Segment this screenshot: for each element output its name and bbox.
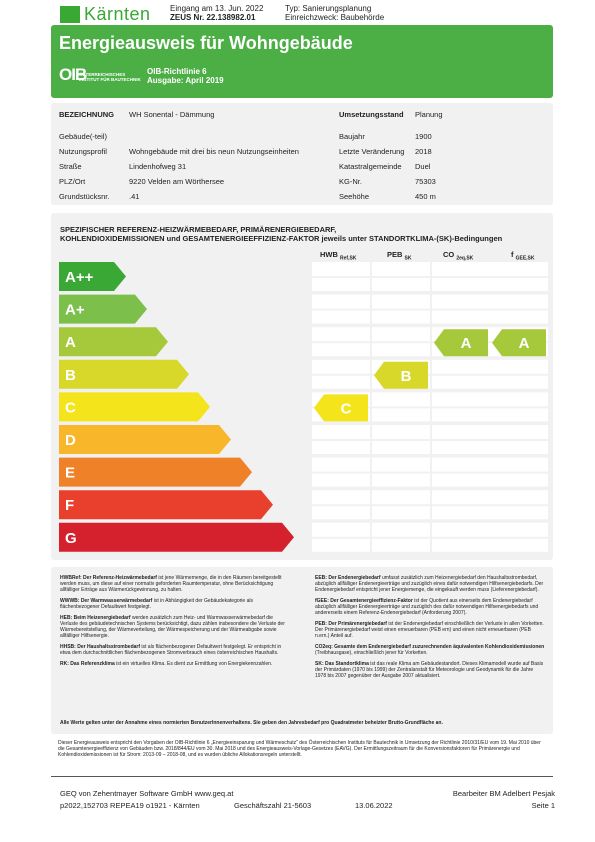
column-header-hwb: HWB $_{Ref,SK}$ [320, 250, 357, 262]
grid-cell [312, 295, 370, 309]
grid-cell [312, 474, 370, 487]
grid-cell [372, 278, 430, 291]
definition-paragraph: HHSB: Der Haushaltsstrombedarf ist als flächenbezogener Defaultwert festgelegt. Er entspricht in etwa dem durchschnittlichen flächenbezogenen Stromverbrauch eines österreichischen Haushalts. [60, 644, 282, 656]
class-label: B [65, 366, 76, 384]
field-label: Katastralgemeinde [339, 162, 402, 171]
case-number: Geschäftszahl 21-5603 [234, 801, 312, 810]
field-label: Grundstücksnr. [59, 192, 110, 201]
field-label: Nutzungsprofil [59, 147, 107, 156]
grid-cell [432, 539, 490, 552]
field-value: Planung [415, 110, 443, 119]
grid-cell [312, 262, 370, 276]
page-title: Energieausweis für Wohngebäude [59, 33, 353, 53]
grid-cell [490, 425, 548, 439]
grid-cell [312, 506, 370, 519]
grid-cell [432, 392, 490, 406]
field-value: Duel [415, 162, 431, 171]
definition-paragraph: HWBRef: Der Referenz-Heizwärmebedarf ist jene Wärmemenge, die in den Räumen bereitgestellt werden muss, um diese auf einer normativ geforderten Raumtemperatur, ohne Berücksichtigung allfälliger Erträge aus Wärmerückgewinnung, zu halten. [60, 575, 282, 593]
grid-cell [432, 311, 490, 324]
oib-logo-caption: ÖSTERREICHISCHES INSTITUT FÜR BAUTECHNIK [79, 72, 141, 82]
grid-cell [312, 425, 370, 439]
grid-cell [490, 278, 548, 291]
grid-cell [490, 376, 548, 389]
grid-cell [490, 523, 548, 537]
column-header-co: CO $_{2eq,SK}$ [443, 250, 474, 262]
software-credit: GEQ von Zehentmayer Software GmbH www.geq.at [60, 789, 234, 798]
field-value: 1900 [415, 132, 432, 141]
field-label: PLZ/Ort [59, 177, 86, 186]
class-bar-f [59, 490, 273, 519]
definitions-right [315, 575, 545, 684]
class-bar-c [59, 392, 210, 421]
oib-logo: OIB [59, 65, 87, 84]
field-value: Wohngebäude mit drei bis neun Nutzungseinheiten [129, 147, 299, 156]
class-bar-b [59, 360, 189, 389]
grid-cell [432, 408, 490, 421]
rating-label: A [518, 335, 530, 353]
definition-paragraph: SK: Das Standortklima ist das reale Klima am Gebäudestandort. Dieses Klimamodell wurde auf Basis der Primärdaten (1970 bis 1999) der Zentralanstalt für Meteorologie und Geodynamik für die Jahre 1978 bis 2007 gegenüber der Ausgabe 2007 aktualisiert. [315, 661, 544, 679]
definition-paragraph: CO2eq: Gesamte dem Endenergiebedarf zuzurechnenden äquivalenten Kohlendioxidemissionen (Treibhausgase), einschließlich jener für Vorketten. [315, 644, 545, 656]
class-bar-d [59, 425, 231, 454]
brand-name: Kärnten [84, 4, 151, 24]
class-bar-e [59, 458, 252, 487]
grid-cell [432, 295, 490, 309]
rating-label: B [400, 367, 412, 385]
grid-cell [432, 474, 490, 487]
grid-cell [432, 376, 490, 389]
rating-label: C [340, 400, 352, 418]
grid-cell [490, 360, 548, 374]
grid-cell [372, 295, 430, 309]
definition-paragraph: HEB: Beim Heizenergiebedarf werden zusätzlich zum Heiz- und Warmwasserwärmebedarf die Verluste des gebäudetechnischen Systems berücksichtigt, dazu zählen insbesondere die Verluste der Wärmebereitstellung, der Wärmeverteilung, der Wärmespeicherung und der Wärmeabgabe sowie allfälliger Hilfsenergie. [60, 615, 285, 639]
grid-cell [432, 278, 490, 291]
grid-cell [372, 392, 430, 406]
field-value: WH Sonental - Dämmung [129, 110, 215, 119]
grid-cell [490, 506, 548, 519]
assumption-note: Alle Werte gelten unter der Annahme eines normierten BenutzerInnenverhaltens. Sie geben den Jahresbedarf pro Quadratmeter beheizter Brutto-Grundfläche an. [60, 720, 443, 726]
grid-cell [432, 506, 490, 519]
field-label: Seehöhe [339, 192, 370, 201]
class-label: A++ [65, 269, 94, 286]
certificate-type: Typ: Sanierungsplanung [285, 4, 372, 13]
definition-paragraph: PEB: Der Primärenergiebedarf ist der Endenergiebedarf einschließlich der Verluste in allen Vorketten. Der Primärenergiebedarf weist einen erneuerbaren (PEB ern) und einen nicht erneuerbaren (PEB n.ern.) Anteil auf. [315, 621, 544, 639]
column-header-f: f $_{GEE,SK}$ [511, 250, 535, 262]
grid-cell [490, 539, 548, 552]
class-label: E [65, 464, 76, 482]
grid-cell [312, 343, 370, 356]
footer-divider [51, 776, 553, 777]
grid-cell [312, 327, 370, 341]
submission-purpose: Einreichzweck: Baubehörde [285, 13, 385, 22]
grid-cell [490, 295, 548, 309]
grid-cell [432, 360, 490, 374]
field-label: Gebäude(-teil) [59, 132, 107, 141]
grid-cell [490, 474, 548, 487]
grid-cell [490, 392, 548, 406]
field-label: Straße [59, 162, 82, 171]
definitions-left [60, 575, 290, 672]
definition-paragraph: WWWB: Der Warmwasserwärmebedarf ist in Abhängigkeit der Gebäudekategorie als flächenbezogener Defaultwert festgelegt. [60, 598, 253, 610]
field-label: BEZEICHNUNG [59, 110, 115, 119]
grid-cell [312, 523, 370, 537]
grid-cell [372, 474, 430, 487]
received-date: Eingang am 13. Jun. 2022 [170, 4, 264, 13]
page-number: Seite 1 [531, 801, 555, 810]
legal-text: Dieser Energieausweis entspricht den Vorgaben der OIB-Richtlinie 6 „Energieeinsparung und Wärmeschutz“ des Österreichischen Instituts für Bautechnik in Umsetzung der Richtlinie 2010/31/EU vom 19. Mai 2010 über die Gesamtenergieeffizienz von Gebäuden bzw. 2018/844/EU vom 30. Mai 2018 und des Energieausweis-Vorlage-Gesetzes (EAVG). Der Ermittlungszeitraum für die Konversionsfaktoren für Primärenergie und Kohlendioxidemissionen ist für Strom: 2013-09 – 2018-08, und es wurden übliche Allokationsregeln unterstellt. [58, 740, 541, 758]
rating-label: A [460, 335, 472, 353]
field-value: 450 m [415, 192, 436, 201]
grid-cell [372, 506, 430, 519]
field-value: 75303 [415, 177, 436, 186]
grid-cell [432, 523, 490, 537]
field-label: Baujahr [339, 132, 365, 141]
grid-cell [490, 458, 548, 472]
footer-date: 13.06.2022 [355, 801, 393, 810]
field-value: .41 [129, 192, 140, 201]
grid-cell [312, 278, 370, 291]
grid-cell [372, 441, 430, 454]
grid-cell [432, 262, 490, 276]
grid-cell [312, 458, 370, 472]
grid-cell [432, 458, 490, 472]
grid-cell [432, 441, 490, 454]
grid-cell [372, 490, 430, 504]
grid-cell [490, 408, 548, 421]
grid-cell [432, 490, 490, 504]
grid-cell [312, 441, 370, 454]
class-label: A [65, 334, 76, 352]
grid-cell [372, 343, 430, 356]
grid-cell [312, 539, 370, 552]
field-label: KG-Nr. [339, 177, 362, 186]
class-label: F [65, 497, 75, 515]
class-bar-g [59, 523, 294, 552]
grid-cell [372, 408, 430, 421]
definition-paragraph: RK: Das Referenzklima ist ein virtuelles Klima. Es dient zur Ermittlung von Energiekennzahlen. [60, 661, 273, 667]
grid-cell [372, 262, 430, 276]
grid-cell [372, 523, 430, 537]
grid-cell [372, 327, 430, 341]
grid-cell [372, 458, 430, 472]
grid-cell [372, 539, 430, 552]
grid-cell [312, 311, 370, 324]
grid-cell [490, 311, 548, 324]
field-value: Lindenhofweg 31 [129, 162, 187, 171]
guideline-info: OIB-Richtlinie 6 Ausgabe: April 2019 [147, 67, 224, 85]
chart-title: SPEZIFISCHER REFERENZ-HEIZWÄRMEBEDARF, PRIMÄRENERGIEBEDARF, KOHLENDIOXIDEMISSIONEN und GESAMTENERGIEEFFIZIENZ-FAKTOR jeweils unter STANDORTKLIMA-(SK)-Bedingungen [60, 225, 503, 243]
field-label: Letzte Veränderung [339, 147, 405, 156]
grid-cell [372, 311, 430, 324]
field-value: 9220 Velden am Wörthersee [129, 177, 225, 186]
definition-paragraph: EEB: Der Endenergiebedarf umfasst zusätzlich zum Heizenergiebedarf den Haushaltsstrombedarf, abzüglich allfälliger Endenergieerträge und zuzüglich eines dafür notwendigen Hilfsenergiebedarfs. Der Endenergiebedarf entspricht jener Energiemenge, die eingekauft werden muss (Lieferenergiebedarf). [315, 575, 544, 593]
grid-cell [490, 490, 548, 504]
class-label: C [65, 399, 76, 417]
field-value: 2018 [415, 147, 432, 156]
grid-cell [312, 360, 370, 374]
grid-cell [312, 376, 370, 389]
grid-cell [432, 425, 490, 439]
grid-cell [312, 490, 370, 504]
definition-paragraph: fGEE: Der Gesamtenergieeffizienz-Faktor ist der Quotient aus einerseits dem Endenergiebedarf abzüglich allfälliger Endenergieerträge und zuzüglich des dafür notwendigen Hilfsenergiebedarfs und andererseits einem Referenz-Endenergiebedarf (Anforderung 2007). [315, 598, 539, 616]
class-label: G [65, 529, 77, 547]
grid-cell [490, 262, 548, 276]
project-id: p2022,152703 REPEA19 o1921 - Kärnten [60, 801, 200, 810]
zeus-number: ZEUS Nr. 22.138982.01 [170, 13, 256, 22]
grid-cell [372, 425, 430, 439]
class-label: A+ [65, 301, 85, 319]
field-label: Umsetzungsstand [339, 110, 404, 119]
editor-name: Bearbeiter BM Adelbert Pesjak [452, 789, 555, 798]
column-header-peb: PEB $_{SK}$ [387, 250, 412, 262]
class-label: D [65, 432, 76, 449]
grid-cell [490, 441, 548, 454]
